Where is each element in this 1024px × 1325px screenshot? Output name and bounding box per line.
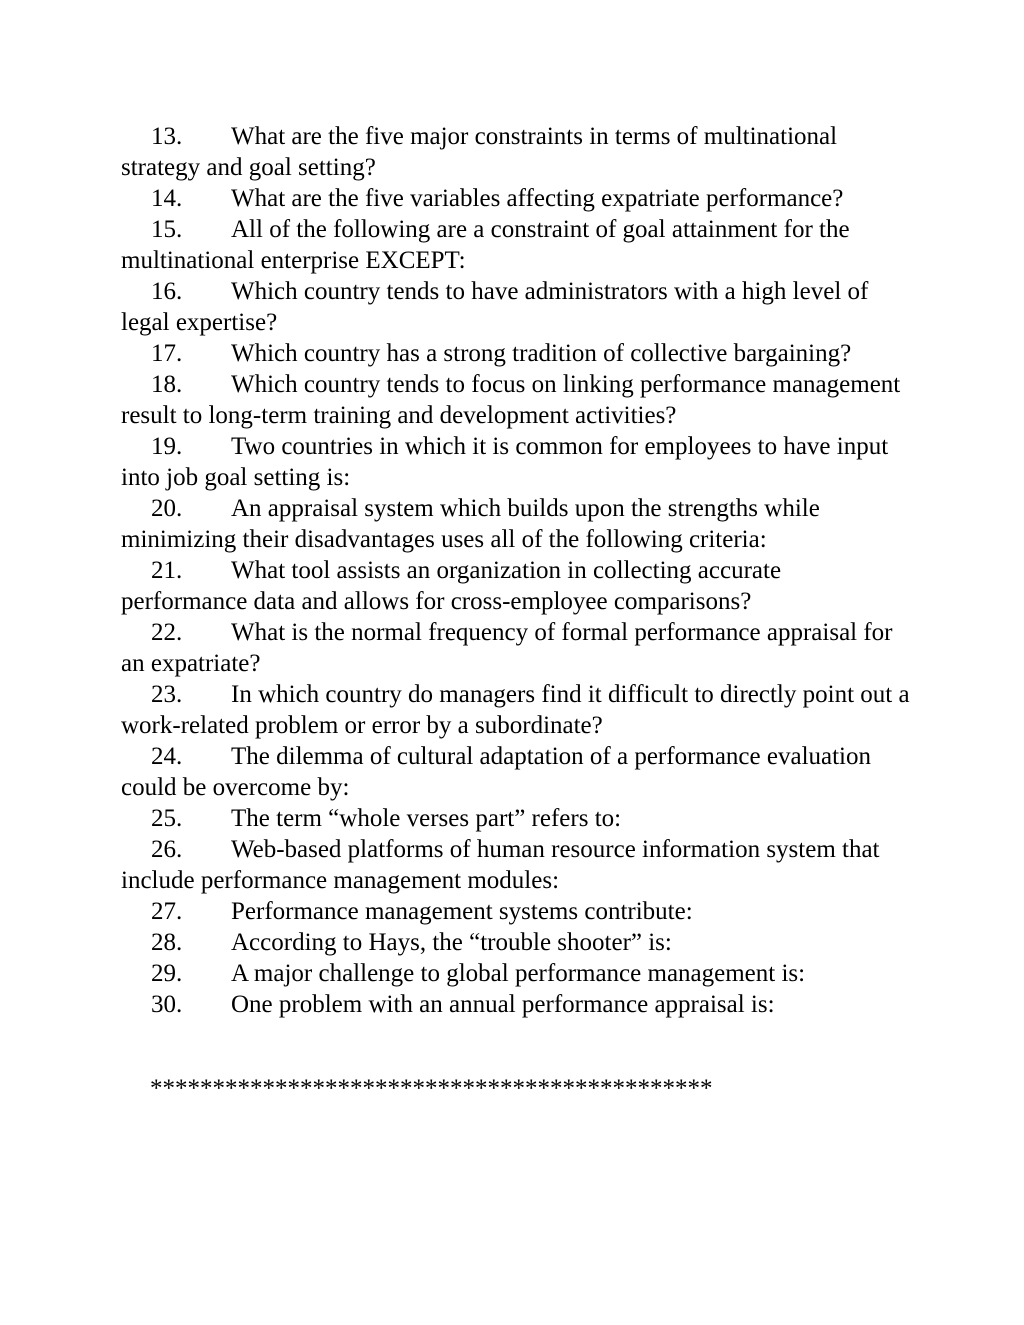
question-text: What is the normal frequency of formal performance appraisal for an expatriate? (121, 619, 893, 677)
question-text: In which country do managers find it difficult to directly point out a work-related problem or error by a subordinate? (121, 681, 910, 739)
question-number: 25. (151, 805, 183, 832)
question-text: A major challenge to global performance management is: (231, 960, 806, 987)
question-number: 21. (151, 557, 183, 584)
question-item (121, 183, 911, 214)
question-item (121, 741, 911, 803)
question-number: 24. (151, 743, 183, 770)
question-number: 29. (151, 960, 183, 987)
question-number: 16. (151, 278, 183, 305)
question-item (121, 493, 911, 555)
question-text: What are the five variables affecting expatriate performance? (231, 185, 844, 212)
question-text: What tool assists an organization in collecting accurate performance data and allows for cross-employee comparisons? (121, 557, 782, 615)
question-number: 17. (151, 340, 183, 367)
question-text: Which country tends to have administrators with a high level of legal expertise? (121, 278, 869, 336)
question-item (121, 276, 911, 338)
question-item (121, 679, 911, 741)
question-item (121, 431, 911, 493)
question-item (121, 896, 911, 927)
question-list (121, 121, 911, 1020)
question-text: According to Hays, the “trouble shooter” is: (231, 929, 672, 956)
question-number: 14. (151, 185, 183, 212)
question-item (121, 927, 911, 958)
question-number: 27. (151, 898, 183, 925)
question-item (121, 958, 911, 989)
question-item (121, 338, 911, 369)
question-item (121, 121, 911, 183)
question-item (121, 555, 911, 617)
question-number: 13. (151, 123, 183, 150)
question-item (121, 834, 911, 896)
question-item (121, 989, 911, 1020)
question-number: 22. (151, 619, 183, 646)
question-number: 28. (151, 929, 183, 956)
asterisk-divider: ********************************************* (150, 1075, 713, 1102)
question-text: Performance management systems contribute: (231, 898, 693, 925)
question-item (121, 803, 911, 834)
question-text: Which country tends to focus on linking performance management result to long-term training and development activities? (121, 371, 901, 429)
question-number: 20. (151, 495, 183, 522)
question-number: 30. (151, 991, 183, 1018)
question-text: The term “whole verses part” refers to: (231, 805, 622, 832)
question-number: 23. (151, 681, 183, 708)
question-page (121, 121, 911, 1020)
question-text: The dilemma of cultural adaptation of a performance evaluation could be overcome by: (121, 743, 872, 801)
question-item (121, 214, 911, 276)
question-number: 15. (151, 216, 183, 243)
question-item (121, 369, 911, 431)
question-number: 26. (151, 836, 183, 863)
question-text: What are the five major constraints in terms of multinational strategy and goal setting? (121, 123, 838, 181)
question-text: An appraisal system which builds upon the strengths while minimizing their disadvantages uses all of the following criteria: (121, 495, 820, 553)
question-text: Two countries in which it is common for employees to have input into job goal setting is: (121, 433, 889, 491)
question-number: 18. (151, 371, 183, 398)
question-text: Which country has a strong tradition of collective bargaining? (231, 340, 852, 367)
question-number: 19. (151, 433, 183, 460)
question-item (121, 617, 911, 679)
question-text: One problem with an annual performance appraisal is: (231, 991, 775, 1018)
question-text: Web-based platforms of human resource information system that include performance management modules: (121, 836, 880, 894)
question-text: All of the following are a constraint of goal attainment for the multinational enterprise EXCEPT: (121, 216, 850, 274)
